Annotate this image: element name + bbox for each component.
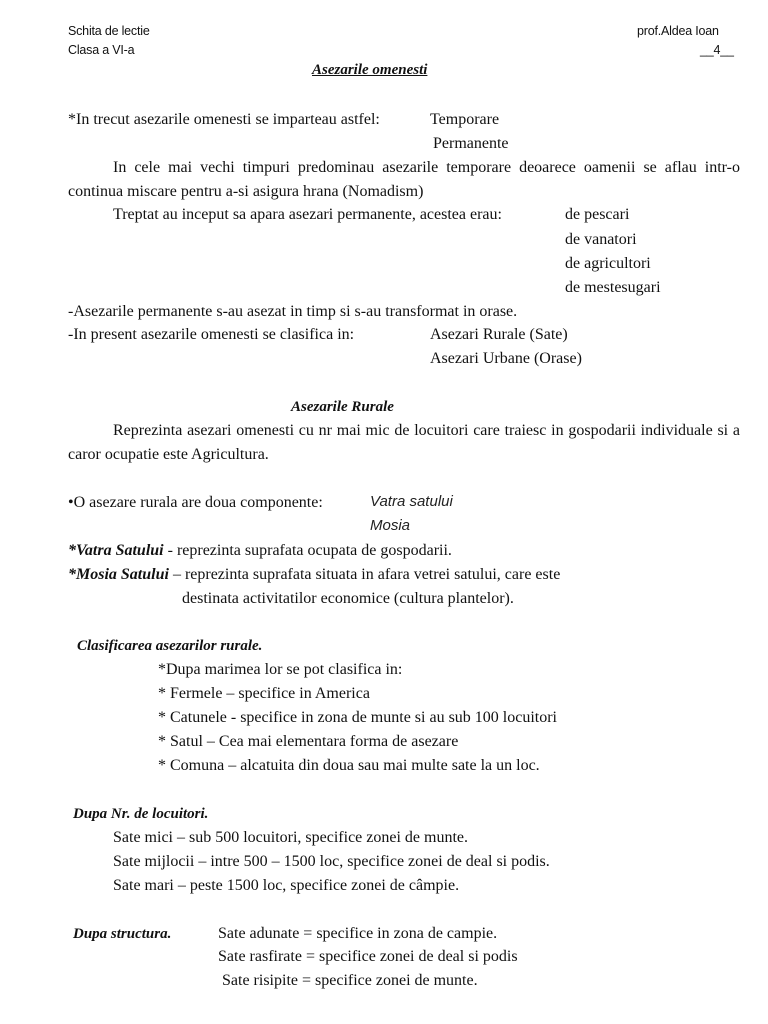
def-vatra: - reprezinta suprafata ocupata de gospodarii. bbox=[163, 542, 452, 559]
components-line: •O asezare rurala are doua componente: bbox=[68, 494, 323, 511]
list-item: de vanatori bbox=[565, 231, 637, 248]
option-permanente: Permanente bbox=[433, 135, 509, 152]
def-mosia: – reprezinta suprafata situata in afara vetrei satului, care este bbox=[168, 566, 561, 583]
page-title: Asezarile omenesti bbox=[312, 62, 428, 78]
list-item: Sate adunate = specifice in zona de campie. bbox=[218, 925, 498, 942]
term-vatra: *Vatra Satului bbox=[68, 542, 164, 559]
list-item: Sate rasfirate = specifice zonei de deal si podis bbox=[218, 948, 518, 965]
section-heading-structure: Dupa structura. bbox=[73, 926, 172, 942]
header-class: Clasa a VI-a bbox=[68, 43, 135, 57]
section-heading-population: Dupa Nr. de locuitori. bbox=[73, 806, 209, 822]
list-item: de pescari bbox=[565, 206, 630, 223]
class-rural: Asezari Rurale (Sate) bbox=[430, 326, 568, 343]
list-item: de agricultori bbox=[565, 255, 651, 272]
list-item: * Satul – Cea mai elementara forma de asezare bbox=[158, 733, 459, 750]
option-temporare: Temporare bbox=[430, 111, 500, 128]
component-mosia: Mosia bbox=[370, 517, 411, 534]
class-urban: Asezari Urbane (Orase) bbox=[430, 350, 582, 367]
list-item: * Fermele – specifice in America bbox=[158, 685, 370, 702]
section-heading-classification: Clasificarea asezarilor rurale. bbox=[77, 638, 263, 654]
intro-line: *In trecut asezarile omenesti se imparteau astfel: bbox=[68, 111, 380, 128]
list-item: Sate mici – sub 500 locuitori, specifice zonei de munte. bbox=[113, 829, 469, 846]
paragraph-nomadism: In cele mai vechi timpuri predominau asezarile temporare deoarece oamenii se aflau intr-o continua miscare pentru a-si asigura hrana (Nomadism) bbox=[68, 159, 740, 200]
paragraph-permanent: Treptat au inceput sa apara asezari permanente, acestea erau: bbox=[113, 206, 502, 223]
list-item: Sate mari – peste 1500 loc, specifice zonei de câmpie. bbox=[113, 877, 460, 894]
section-heading-rural: Asezarile Rurale bbox=[291, 399, 394, 415]
header-subject: Schita de lectie bbox=[68, 24, 150, 38]
paragraph-rural: Reprezinta asezari omenesti cu nr mai mic de locuitori care traiesc in gospodarii individuale si a caror ocupatie este Agricultura. bbox=[68, 422, 740, 463]
def-mosia-cont: destinata activitatilor economice (cultura plantelor). bbox=[182, 590, 514, 607]
list-item: * Catunele - specifice in zona de munte si au sub 100 locuitori bbox=[158, 709, 557, 726]
component-vatra: Vatra satului bbox=[370, 493, 453, 510]
list-item: Sate risipite = specifice zonei de munte. bbox=[222, 972, 478, 989]
term-mosia: *Mosia Satului bbox=[68, 566, 169, 583]
header-teacher: prof.Aldea Ioan bbox=[637, 24, 719, 38]
classification-intro: *Dupa marimea lor se pot clasifica in: bbox=[158, 661, 403, 678]
line-present: -In present asezarile omenesti se clasifica in: bbox=[68, 326, 355, 343]
list-item: * Comuna – alcatuita din doua sau mai multe sate la un loc. bbox=[158, 757, 540, 774]
definition-vatra bbox=[68, 539, 452, 563]
page-number: __4__ bbox=[700, 43, 734, 57]
list-item: de mestesugari bbox=[565, 279, 661, 296]
definition-mosia bbox=[68, 563, 560, 587]
list-item: Sate mijlocii – intre 500 – 1500 loc, specifice zonei de deal si podis. bbox=[113, 853, 550, 870]
line-permanent-cities: -Asezarile permanente s-au asezat in timp si s-au transformat in orase. bbox=[68, 303, 518, 320]
